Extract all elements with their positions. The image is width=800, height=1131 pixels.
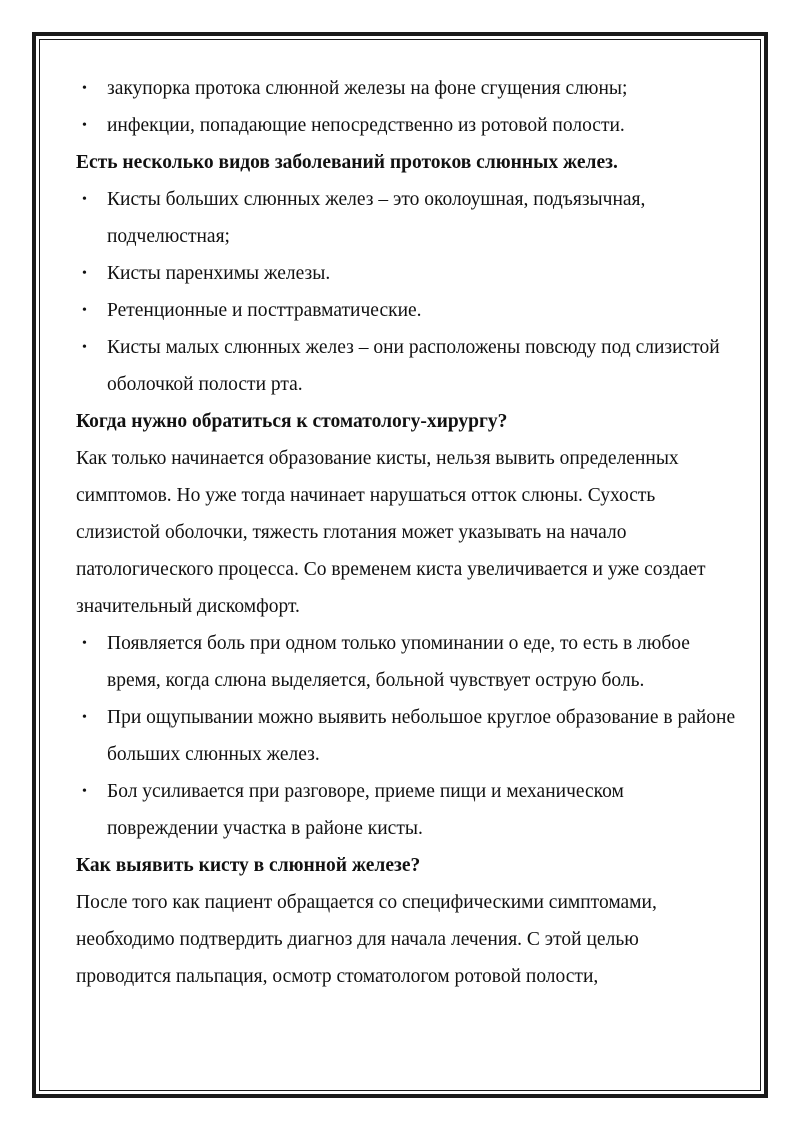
list-item [76, 70, 736, 107]
list-item [76, 107, 736, 144]
bullet-icon: • [82, 636, 87, 651]
paragraph-symptoms-intro: Как только начинается образование кисты, нельзя вывить определенных симптомов. Но уже тогда начинает нарушаться отток слюны. Сухость слизистой оболочки, тяжесть глотания может указывать на начало патологического процесса. Со временем киста увеличивается и уже создает значительный дискомфорт. [76, 448, 706, 617]
types-list [76, 181, 736, 403]
list-item [76, 773, 736, 847]
bullet-icon: • [82, 303, 87, 318]
section-heading-types: Есть несколько видов заболеваний протоков слюнных желез. [76, 152, 618, 173]
list-item [76, 255, 736, 292]
list-item-text: Ретенционные и посттравматические. [107, 300, 422, 321]
bullet-icon: • [82, 118, 87, 133]
list-item-text: Кисты больших слюнных желез – это околоушная, подъязычная, подчелюстная; [107, 189, 646, 247]
list-item-text: закупорка протока слюнной железы на фоне сгущения слюны; [107, 78, 628, 99]
section-heading-when: Когда нужно обратиться к стоматологу-хирургу? [76, 411, 508, 432]
list-item [76, 625, 736, 699]
list-item [76, 292, 736, 329]
bullet-icon: • [82, 81, 87, 96]
bullet-icon: • [82, 192, 87, 207]
list-item [76, 329, 736, 403]
list-item [76, 699, 736, 773]
bullet-icon: • [82, 710, 87, 725]
list-item-text: Кисты паренхимы железы. [107, 263, 331, 284]
bullet-icon: • [82, 266, 87, 281]
list-item-text: При ощупывании можно выявить небольшое круглое образование в районе больших слюнных желез. [107, 707, 736, 765]
section-heading-diagnosis: Как выявить кисту в слюнной железе? [76, 855, 421, 876]
list-item [76, 181, 736, 255]
symptoms-list [76, 625, 736, 847]
causes-list [76, 70, 736, 144]
document-body [76, 70, 736, 995]
list-item-text: инфекции, попадающие непосредственно из ротовой полости. [107, 115, 625, 136]
bullet-icon: • [82, 784, 87, 799]
list-item-text: Появляется боль при одном только упоминании о еде, то есть в любое время, когда слюна выделяется, больной чувствует острую боль. [107, 633, 690, 691]
list-item-text: Кисты малых слюнных желез – они расположены повсюду под слизистой оболочкой полости рта. [107, 337, 720, 395]
list-item-text: Бол усиливается при разговоре, приеме пищи и механическом повреждении участка в районе кисты. [107, 781, 624, 839]
bullet-icon: • [82, 340, 87, 355]
paragraph-diagnosis: После того как пациент обращается со специфическими симптомами, необходимо подтвердить диагноз для начала лечения. С этой целью проводится пальпация, осмотр стоматологом ротовой полости, [76, 892, 657, 987]
